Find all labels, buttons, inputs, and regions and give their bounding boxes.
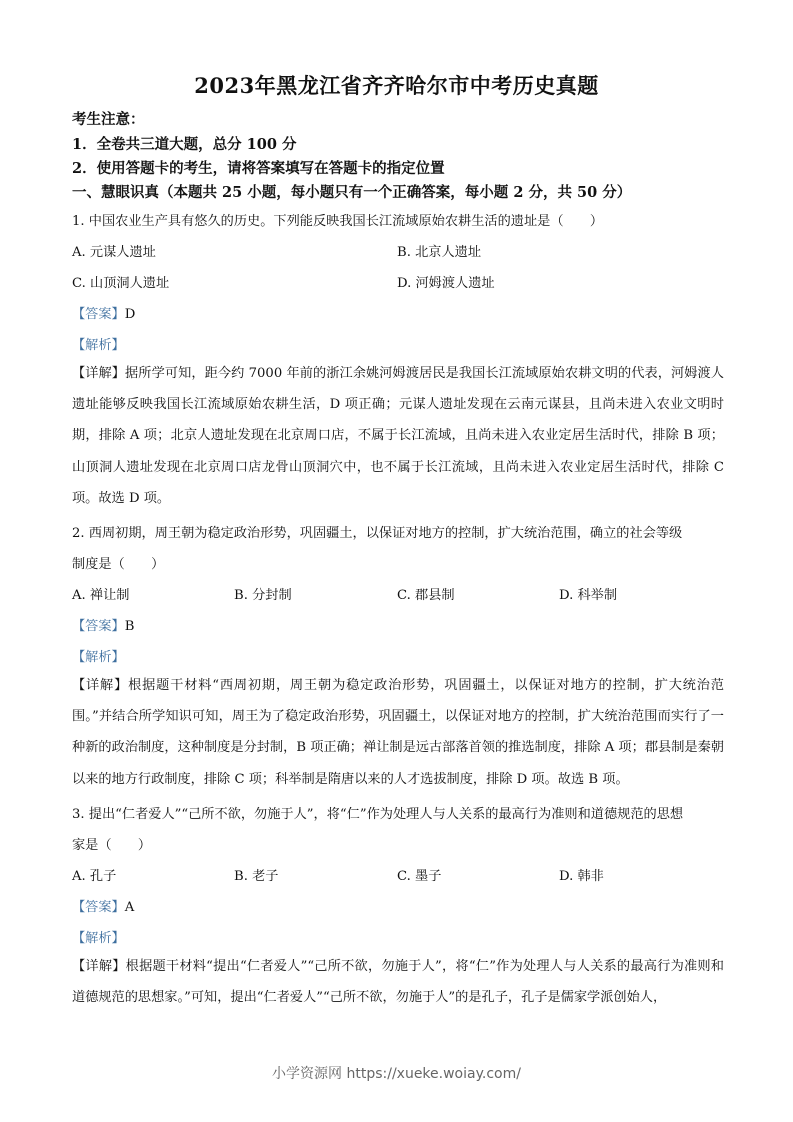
question-stem: 3. 提出“仁者爱人”“己所不欲，勿施于人”，将“仁”作为处理人与人关系的最高行为准则和道德规范的思想 bbox=[72, 807, 684, 822]
option-c: C. 山顶洞人遗址 bbox=[72, 276, 170, 291]
question-stem: 1. 中国农业生产具有悠久的历史。下列能反映我国长江流域原始农耕生活的遗址是（ ） bbox=[72, 214, 604, 229]
answer-label: 【答案】 bbox=[72, 619, 125, 634]
question-stem-cont: 制度是（ ） bbox=[72, 557, 165, 572]
option-c: C. 墨子 bbox=[397, 869, 442, 884]
option-a: A. 禅让制 bbox=[72, 588, 130, 603]
detail-paragraph bbox=[72, 951, 724, 1013]
option-d: D. 韩非 bbox=[559, 869, 604, 884]
notice-heading: 考生注意： bbox=[72, 111, 145, 128]
option-a: A. 孔子 bbox=[72, 869, 117, 884]
answer-line bbox=[72, 615, 722, 634]
footer-watermark: 小学资源网 https://xueke.woiay.com/ bbox=[272, 1066, 521, 1082]
answer-label: 【答案】 bbox=[72, 307, 125, 322]
notice-item: 2．使用答题卡的考生，请将答案填写在答题卡的指定位置 bbox=[72, 160, 445, 177]
page-title: 2023年黑龙江省齐齐哈尔市中考历史真题 bbox=[194, 73, 599, 98]
answer-line bbox=[72, 896, 722, 915]
option-b: B. 老子 bbox=[234, 869, 279, 884]
option-d: D. 河姆渡人遗址 bbox=[397, 276, 495, 291]
answer-value: B bbox=[124, 619, 135, 634]
question-stem: 2. 西周初期，周王朝为稳定政治形势，巩固疆土，以保证对地方的控制，扩大统治范围，确立的社会等级 bbox=[72, 526, 683, 541]
detail-label: 【详解】 bbox=[72, 959, 126, 974]
option-a: A. 元谋人遗址 bbox=[72, 245, 156, 260]
answer-line bbox=[72, 303, 722, 322]
detail-paragraph bbox=[72, 670, 724, 795]
detail-paragraph bbox=[72, 358, 724, 514]
notice-item: 1．全卷共三道大题，总分 100 分 bbox=[72, 136, 297, 153]
option-b: B. 分封制 bbox=[234, 588, 292, 603]
analysis-label: 【解析】 bbox=[72, 338, 125, 353]
option-b: B. 北京人遗址 bbox=[397, 245, 482, 260]
detail-text: 根据题干材料“提出“仁者爱人”“己所不欲，勿施于人”，将“仁”作为处理人与人关系的最高行为准则和道德规范的思想家。”可知，提出“仁者爱人”“己所不欲，勿施于人”的是孔子，孔子是儒家学派创始人， bbox=[72, 959, 724, 1006]
analysis-label: 【解析】 bbox=[72, 650, 125, 665]
detail-text: 根据题干材料“西周初期，周王朝为稳定政治形势，巩固疆土，以保证对地方的控制，扩大统治范围。”并结合所学知识可知，周王为了稳定政治形势，巩固疆土，以保证对地方的控制，扩大统治范围而实行了一种新的政治制度，这种制度是分封制，B 项正确；禅让制是远古部落首领的推选制度，排除 A 项；郡县制是秦朝以来的地方行政制度，排除 C 项；科举制是隋唐以来的人才选拔制度，排除 D 项。故选 B 项。 bbox=[72, 678, 724, 787]
answer-value: D bbox=[124, 307, 136, 322]
option-d: D. 科举制 bbox=[559, 588, 618, 603]
detail-text: 据所学可知，距今约 7000 年前的浙江余姚河姆渡居民是我国长江流域原始农耕文明的代表，河姆渡人遗址能够反映我国长江流域原始农耕生活，D 项正确；元谋人遗址发现在云南元谋县，且尚未进入农业文明时期，排除 A 项；北京人遗址发现在北京周口店，不属于长江流域，且尚未进入农业定居生活时代，排除 B 项；山顶洞人遗址发现在北京周口店龙骨山顶洞穴中，也不属于长江流域，且尚未进入农业定居生活时代，排除 C 项。故选 D 项。 bbox=[72, 366, 724, 506]
option-c: C. 郡县制 bbox=[397, 588, 455, 603]
analysis-label: 【解析】 bbox=[72, 931, 125, 946]
question-stem-cont: 家是（ ） bbox=[72, 838, 152, 853]
answer-value: A bbox=[124, 900, 135, 915]
detail-label: 【详解】 bbox=[72, 366, 126, 381]
section-heading: 一、慧眼识真（本题共 25 小题，每小题只有一个正确答案，每小题 2 分，共 50 分） bbox=[72, 184, 632, 201]
detail-label: 【详解】 bbox=[72, 678, 129, 693]
answer-label: 【答案】 bbox=[72, 900, 125, 915]
